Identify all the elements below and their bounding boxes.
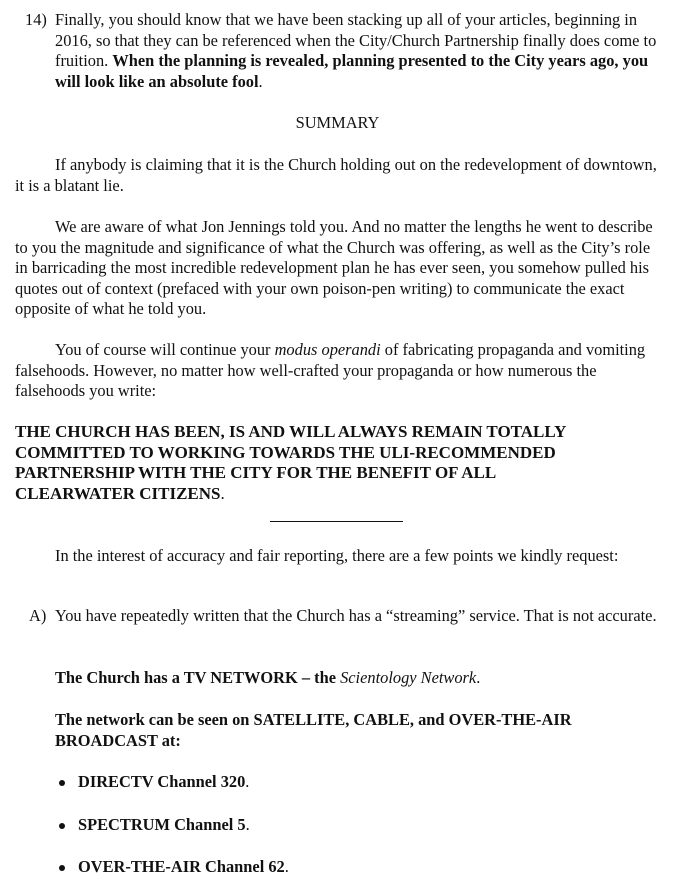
channel-text	[78, 815, 250, 836]
channel-text	[78, 772, 249, 793]
channel-name: DIRECTV Channel 320	[78, 772, 246, 791]
para-3-before: You of course will continue your	[55, 340, 275, 359]
summary-heading: SUMMARY	[295, 113, 380, 132]
item-14-plain: Finally, you should know that we have been stacking up all of your articles, beginning in 2016, so that they can be referenced when the City/Church Partnership finally does come to fruition.	[55, 10, 657, 71]
channel-end: .	[245, 772, 250, 791]
church-statement	[15, 422, 660, 504]
network-italic: Scientology Network	[340, 668, 477, 687]
broadcast-line: The network can be seen on SATELLITE, CABLE, and OVER-THE-AIR	[55, 710, 572, 729]
statement-line: THE CHURCH HAS BEEN, IS AND WILL ALWAYS REMAIN TOTALLY	[15, 422, 567, 441]
broadcast-line: BROADCAST at:	[55, 730, 181, 750]
paragraph-2: We are aware of what Jon Jennings told you. And no matter the lengths he went to describe to you the magnitude and significance of what the Church was offering, as well as the City’s role in barricading the most incredible redevelopment plan he has ever seen, you somehow pulled his quotes out of context (prefaced with your own poison-pen writing) to communicate the exact opposite of what he told you.	[15, 217, 653, 319]
channel-name: OVER-THE-AIR Channel 62	[78, 857, 285, 876]
network-end: .	[476, 668, 481, 687]
statement-end: .	[220, 483, 225, 503]
paragraph-1: If anybody is claiming that it is the Church holding out on the redevelopment of downtown, it is a blatant lie.	[15, 155, 657, 195]
item-letter: A)	[29, 606, 47, 625]
network-bold: The Church has a TV NETWORK – the	[55, 668, 341, 687]
statement-line-text: CLEARWATER CITIZENS	[15, 483, 221, 503]
item-number: 14)	[25, 10, 47, 29]
numbered-item-14	[15, 10, 660, 94]
bullet-icon	[59, 865, 65, 871]
item-14-text	[55, 10, 660, 92]
bullet-icon	[59, 780, 65, 786]
item-14-end: .	[258, 71, 263, 91]
broadcast-statement	[55, 710, 665, 751]
paragraph-3	[15, 340, 660, 402]
statement-line: PARTNERSHIP WITH THE CITY FOR THE BENEFIT OF ALL	[15, 463, 497, 483]
channel-end: .	[284, 857, 289, 876]
statement-line-last	[15, 484, 660, 505]
channel-end: .	[245, 815, 250, 834]
para-3-italic: modus operandi	[274, 340, 381, 359]
item-a-text: You have repeatedly written that the Church has a “streaming” service. That is not accurate.	[55, 606, 657, 625]
channel-text	[78, 857, 289, 878]
section-divider	[270, 521, 403, 522]
statement-line: COMMITTED TO WORKING TOWARDS THE ULI-RECOMMENDED	[15, 442, 556, 462]
paragraph-4: In the interest of accuracy and fair reporting, there are a few points we kindly request:	[55, 546, 619, 565]
lettered-item-a	[15, 606, 660, 650]
para-3-after: of fabricating propaganda and vomiting falsehoods. However, no matter how well-crafted your propaganda or how numerous the falsehoods you write:	[15, 340, 646, 401]
item-14-bold: When the planning is revealed, planning presented to the City years ago, you will look like an absolute fool	[55, 51, 649, 91]
bullet-icon	[59, 823, 65, 829]
channel-name: SPECTRUM Channel 5	[78, 815, 246, 834]
network-statement	[55, 668, 655, 689]
